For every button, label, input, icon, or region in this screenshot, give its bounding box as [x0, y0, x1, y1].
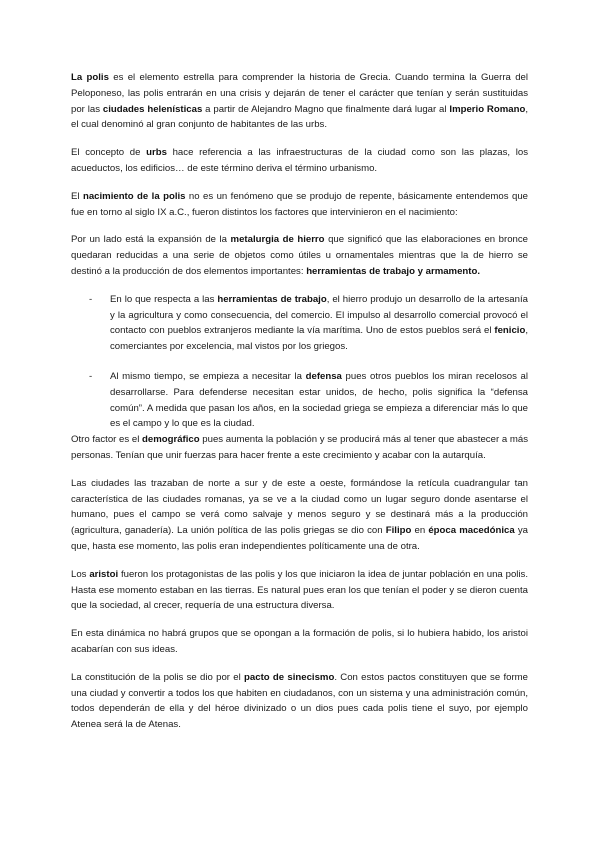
text-run: que significó que las elaboraciones en bronce quedaran reducidas a una serie de objetos como útiles u ornamentales mientras que la de hierro se destinó a la producción de dos elementos importantes:	[71, 234, 528, 277]
bold-term: aristoi	[89, 568, 119, 580]
paragraph	[71, 476, 528, 555]
paragraph	[71, 189, 528, 221]
paragraph	[71, 70, 528, 133]
closing-paragraphs	[71, 432, 528, 733]
text-run: En esta dinámica no habrá grupos que se opongan a la formación de polis, si lo hubiera habido, los aristoi acabarían con sus ideas.	[71, 628, 528, 655]
dash-marker: -	[89, 293, 93, 305]
dash-marker: -	[89, 370, 93, 382]
bold-term: nacimiento de la polis	[82, 190, 186, 202]
paragraph	[71, 670, 528, 733]
bold-term: defensa	[305, 370, 342, 382]
bold-term: Imperio Romano	[449, 103, 526, 115]
text-run: Las ciudades las trazaban de norte a sur y de este a oeste, formándose la retícula cuadrangular tan característica de las ciudades romanas, ya se ve a la ciudad como un lugar seguro donde asentarse el humano, pues el campo se verá como salvaje y menos seguro y se destinará más a la producción (agricultura, ganadería). La unión política de las polis griegas se dio con	[71, 477, 528, 537]
bold-term: herramientas de trabajo y armamento.	[306, 265, 481, 277]
text-run: es el elemento estrella para comprender la historia de Grecia. Cuando termina la Guerra del Peloponeso, las polis entrarán en una crisis y dejarán de tener el carácter que tenían y serán sustituidas por las	[71, 72, 528, 115]
bold-term: herramientas de trabajo	[217, 293, 327, 305]
text-run: fueron los protagonistas de las polis y los que iniciaron la idea de juntar población en una polis. Hasta ese momento estaban en las tierras. Es natural pues eran los que tenían el poder y se dieron cuenta que la sociedad, al crecer, requería de una estructura diversa.	[71, 568, 528, 612]
text-run: Los	[71, 568, 90, 580]
text-run: , el hierro produjo un desarrollo de la artesanía y la agricultura y como consecuencia, del comercio. El impulso al desarrollo comercial provocó el contacto con pueblos extranjeros mediante la vía marítima. Uno de estos pueblos será el	[110, 293, 528, 337]
document-body	[71, 70, 528, 745]
bold-term: urbs	[146, 147, 167, 159]
bold-term: época macedónica	[428, 525, 515, 537]
text-run: La constitución de la polis se dio por el	[71, 671, 245, 683]
paragraph	[71, 432, 528, 464]
text-run: Al mismo tiempo, se empieza a necesitar la	[110, 370, 306, 382]
intro-paragraphs	[71, 70, 528, 280]
text-run: , comerciantes por excelencia, mal vistos por los griegos.	[110, 325, 528, 353]
bullet-list	[71, 292, 528, 432]
bold-term: Filipo	[385, 525, 412, 537]
text-run: El	[71, 190, 83, 202]
text-run: en	[411, 525, 429, 537]
text-run: ya que, hasta ese momento, las polis eran independientes políticamente una de otra.	[71, 525, 528, 552]
paragraph	[71, 567, 528, 614]
text-run: pues otros pueblos los miran recelosos al desarrollarse. Para defenderse necesitan estar unidos, de hecho, polis significa la “defensa común”. A medida que pasan los años, en la sociedad griega se empieza a diferenciar más lo que es el campo y lo que es la ciudad.	[110, 370, 529, 430]
bold-term: pacto de sinecismo	[244, 671, 335, 683]
bold-term: demográfico	[142, 434, 200, 446]
text-run: En lo que respecta a las	[110, 293, 218, 305]
text-run: a partir de Alejandro Magno que finalmente dará lugar al	[202, 103, 450, 115]
text-run: Otro factor es el	[71, 434, 143, 446]
paragraph	[71, 626, 528, 658]
bold-term: fenicio	[494, 325, 526, 337]
bullet-item	[71, 369, 528, 432]
text-run: no es un fenómeno que se produjo de repente, básicamente entendemos que fue en torno al siglo IX a.C., fueron distintos los factores que intervinieron en el nacimiento:	[71, 190, 528, 218]
text-run: . Con estos pactos constituyen que se forme una ciudad y convertir a todos los que habiten en ciudadanos, con un sistema y una administración común, todos dependerán de ella y del héroe divinizado o un dios pues cada polis tiene el suyo, por ejemplo Atenea será la de Atenas.	[71, 671, 528, 731]
bold-term: ciudades helenísticas	[102, 103, 203, 115]
paragraph	[71, 145, 528, 177]
text-run: El concepto de	[71, 147, 147, 159]
bold-term: metalurgia de hierro	[230, 234, 325, 246]
text-run: hace referencia a las infraestructuras de la ciudad como son las plazas, los acueductos, los edificios… de este término deriva el término urbanismo.	[71, 147, 529, 174]
text-run: Por un lado está la expansión de la	[71, 234, 231, 246]
text-run: pues aumenta la población y se producirá más al tener que abastecer a más personas. Tenían que unir fuerzas para hacer frente a este crecimiento y acabar con la autarquía.	[71, 434, 528, 461]
text-run: , el cual denominó al gran conjunto de habitantes de las urbs.	[71, 103, 528, 131]
paragraph	[71, 232, 528, 279]
bullet-item	[71, 292, 528, 355]
bold-term: La polis	[71, 72, 109, 83]
